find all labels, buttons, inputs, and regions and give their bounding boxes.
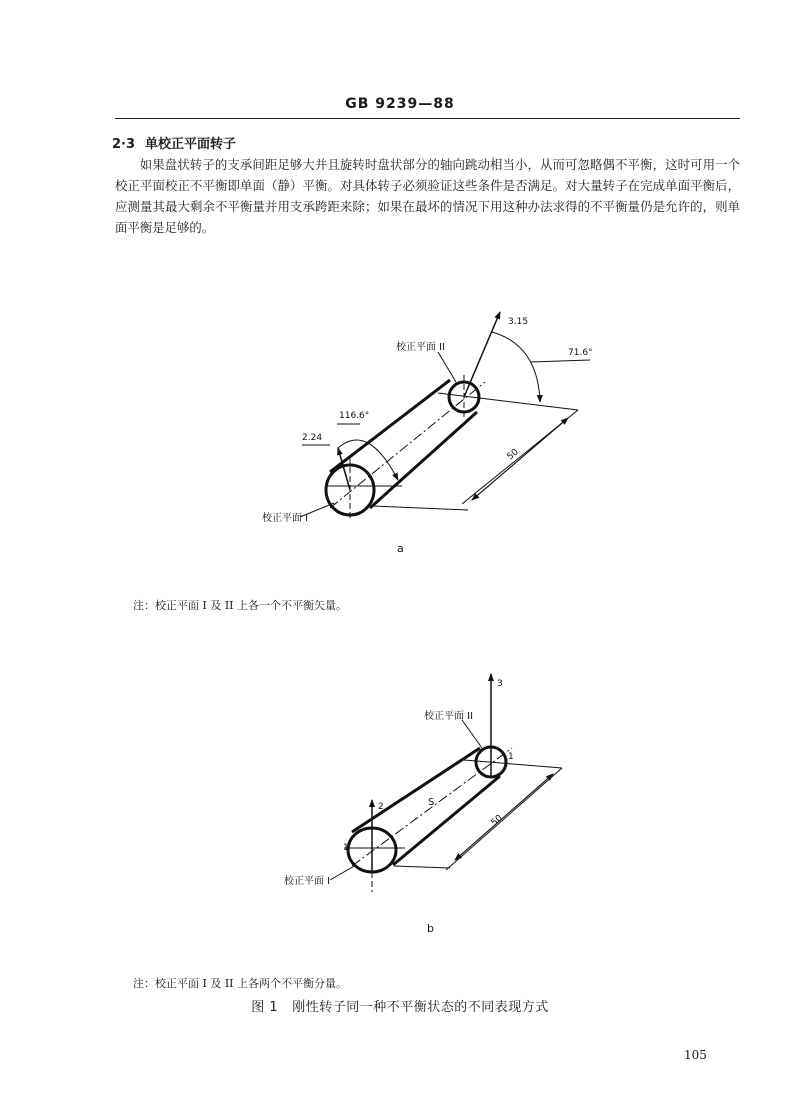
fig-b-axis-4: 1: [508, 752, 514, 762]
fig-a-angle-2: 71.6°: [568, 348, 593, 358]
figure-number: 图 1: [251, 1000, 279, 1015]
standard-code: GB 9239—88: [345, 96, 455, 112]
fig-b-axis-2: 2: [378, 802, 384, 812]
fig-a-vector-1: 2.24: [302, 433, 323, 443]
fig-b-center-label: S: [428, 797, 435, 808]
figure-caption: [0, 996, 800, 1015]
figure-a-note: 注：校正平面 I 及 II 上各一个不平衡矢量。: [133, 599, 348, 612]
fig-b-dim-length: 50: [489, 813, 505, 829]
fig-a-plane-2-label: 校正平面 II: [396, 342, 446, 353]
page-number: 105: [684, 1048, 707, 1062]
figure-b-drawing: [0, 660, 800, 940]
fig-b-sublabel: b: [427, 922, 434, 935]
section-title: 单校正平面转子: [145, 137, 237, 152]
fig-b-axis-1: 1: [343, 843, 349, 853]
fig-b-plane-1-label: 校正平面 I: [284, 876, 331, 887]
figure-title: 刚性转子同一种不平衡状态的不同表现方式: [292, 1000, 549, 1015]
header-rule: [115, 118, 740, 119]
fig-b-plane-2-label: 校正平面 II: [424, 711, 474, 722]
figure-b: [0, 660, 800, 940]
figure-a-drawing: [0, 290, 800, 560]
fig-a-dim-length: 50: [505, 447, 521, 463]
section-body: 如果盘状转子的支承间距足够大并且旋转时盘状部分的轴向跳动相当小，从而可忽略偶不平衡，这时可用一个校正平面校正不平衡即单面（静）平衡。对具体转子必须验证这些条件是否满足。对大量转子在完成单面平衡后，应测量其最大剩余不平衡量并用支承跨距来除；如果在最坏的情况下用这种办法求得的不平衡量仍是允许的，则单面平衡是足够的。: [115, 157, 740, 235]
figure-b-note: 注：校正平面 I 及 II 上各两个不平衡分量。: [133, 977, 348, 990]
figure-a: [0, 290, 800, 560]
fig-b-axis-3: 3: [497, 679, 503, 689]
fig-a-sublabel: a: [397, 542, 404, 555]
fig-a-vector-2: 3.15: [508, 317, 529, 327]
section-heading: [112, 133, 236, 152]
fig-a-angle-1: 116.6°: [339, 411, 370, 421]
fig-a-plane-1-label: 校正平面 I: [262, 513, 309, 524]
section-number: 2·3: [112, 137, 136, 152]
